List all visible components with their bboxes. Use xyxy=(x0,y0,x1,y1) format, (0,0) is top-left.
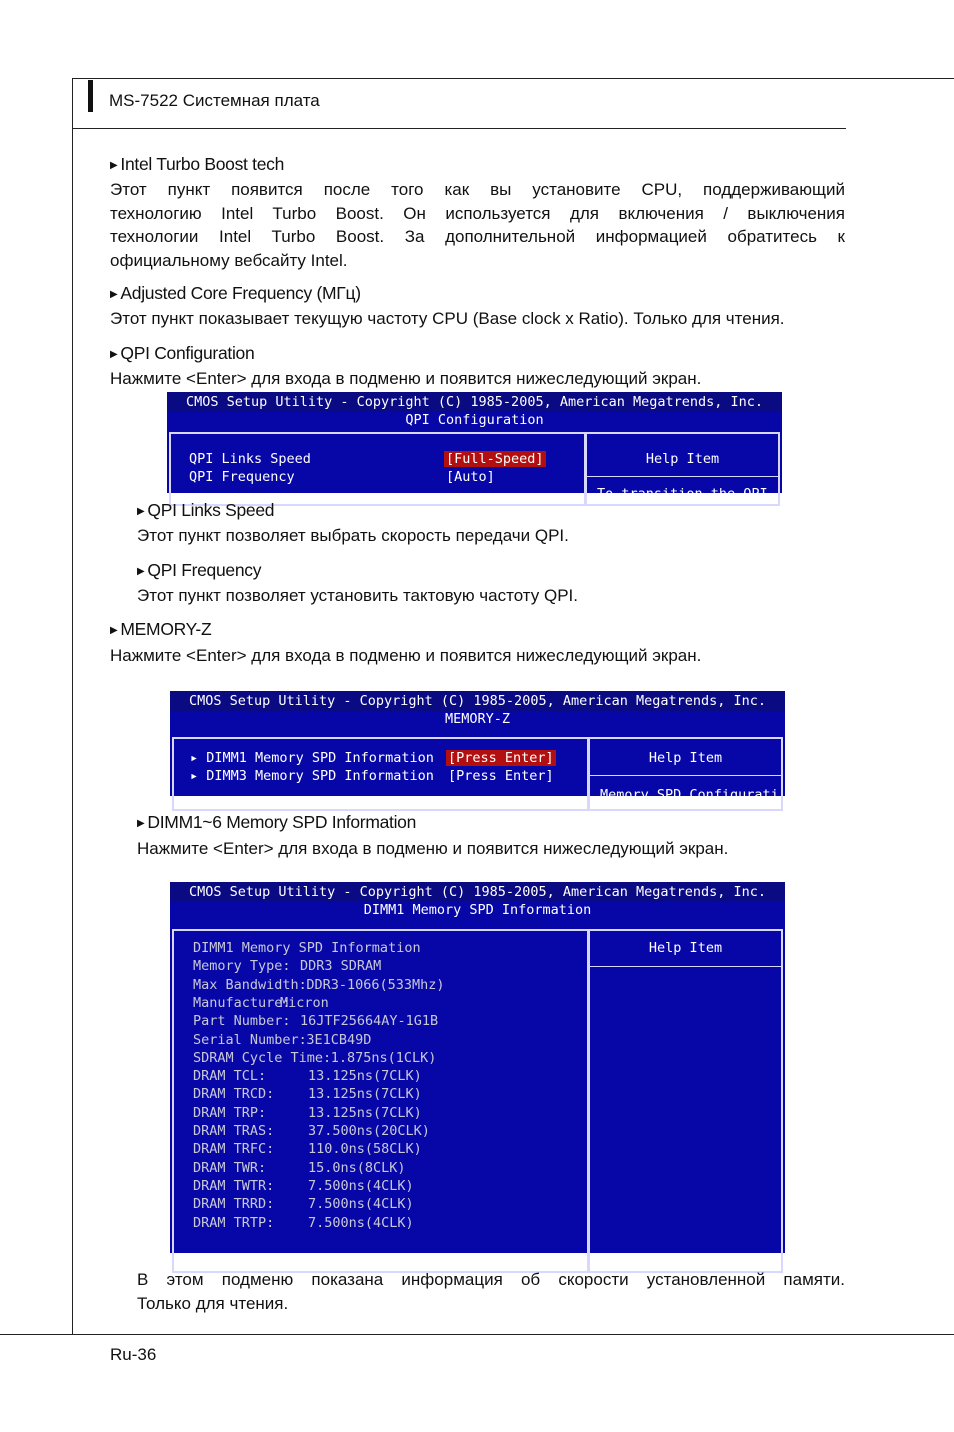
left-margin-line xyxy=(72,78,73,1334)
bios-item-dimm1-spd[interactable] xyxy=(190,750,434,766)
spd-row-value: 1.875ns(1CLK) xyxy=(330,1049,437,1066)
bios-item-value: [Auto] xyxy=(446,469,495,485)
bullet-triangle-icon: ▶ xyxy=(137,566,145,577)
header-rule xyxy=(72,128,846,129)
bios-value-qpi-frequency[interactable] xyxy=(446,469,495,485)
section-heading-qpi: ▶ QPI Configuration xyxy=(110,343,255,363)
page-number: Ru-36 xyxy=(110,1345,157,1364)
qpi-text: Нажмите <Enter> для входа в подменю и появится нижеследующий экран. xyxy=(110,369,702,388)
section-heading-turbo: ▶ Intel Turbo Boost tech xyxy=(110,154,285,174)
bios-help-frame xyxy=(588,929,783,1273)
bios-value-dimm1-spd[interactable] xyxy=(446,750,556,766)
bios-item-value: [Press Enter] xyxy=(448,768,554,784)
bios-copyright: CMOS Setup Utility - Copyright (C) 1985-2005, American Megatrends, Inc. xyxy=(188,693,767,709)
turbo-line-last: официальному вебсайту Intel. xyxy=(110,250,348,270)
bios-subtitle: DIMM1 Memory SPD Information xyxy=(363,902,592,918)
section-heading-adjusted: ▶ Adjusted Core Frequency (МГц) xyxy=(110,283,361,303)
bullet-triangle-icon: ▶ xyxy=(137,818,145,829)
spd-row-value: 13.125ns(7CLK) xyxy=(308,1086,422,1103)
bullet-triangle-icon: ▶ xyxy=(110,289,118,300)
spd-row-label: DRAM TRP: xyxy=(193,1104,267,1121)
closing-line: Только для чтения. xyxy=(137,1293,289,1313)
bios-item-value-selected: [Full-Speed] xyxy=(446,451,544,467)
page-header-title: MS-7522 Системная плата xyxy=(109,91,320,110)
turbo-line: технологию Intel Turbo Boost. Он используется для включения / выключения xyxy=(110,203,845,223)
spd-row-label: Memory Type: xyxy=(193,958,291,975)
bios-title-bar xyxy=(170,882,785,902)
spd-row-label: Manufacture: xyxy=(193,994,291,1011)
section-heading-dimm-spd: ▶ DIMM1~6 Memory SPD Information xyxy=(137,812,417,832)
spd-row-value: 13.125ns(7CLK) xyxy=(308,1104,422,1121)
bios-title-bar xyxy=(167,392,782,412)
bios-copyright: CMOS Setup Utility - Copyright (C) 1985-2005, American Megatrends, Inc. xyxy=(185,394,764,410)
spd-row-value: DDR3 SDRAM xyxy=(300,958,382,975)
bios-screen-memory-z xyxy=(170,691,785,803)
bios-value-qpi-links-speed[interactable] xyxy=(444,451,546,467)
bios-help-divider xyxy=(590,966,781,967)
spd-row-value: 3E1CB49D xyxy=(306,1031,372,1048)
bios-help-divider xyxy=(587,476,778,477)
spd-row-value: 7.500ns(4CLK) xyxy=(308,1214,414,1231)
dimm-spd-text: Нажмите <Enter> для входа в подменю и появится нижеследующий экран. xyxy=(137,839,729,858)
spd-row-value: 15.0ns(8CLK) xyxy=(308,1159,406,1176)
spd-row-label: Serial Number: xyxy=(193,1031,307,1048)
spd-row-label: DIMM1 Memory SPD Information xyxy=(193,940,421,956)
section-heading-qpi-links: ▶ QPI Links Speed xyxy=(137,500,275,520)
bios-subtitle: QPI Configuration xyxy=(405,412,544,428)
bios-help-text: Memory SPD Configurati xyxy=(600,787,779,803)
spd-row-label: DRAM TWR: xyxy=(193,1159,267,1176)
bios-item-value-selected: [Press Enter] xyxy=(448,750,554,766)
memory-z-text: Нажмите <Enter> для входа в подменю и появится нижеследующий экран. xyxy=(110,646,702,665)
bios-help-text: To transition the QPI xyxy=(597,486,768,502)
bios-screen-qpi xyxy=(167,392,782,502)
spd-row-label: Part Number: xyxy=(193,1013,291,1030)
spd-row-label: DRAM TRAS: xyxy=(193,1123,275,1139)
bios-value-dimm3-spd[interactable] xyxy=(448,768,554,784)
bios-item-label: QPI Links Speed xyxy=(189,451,311,467)
top-rule xyxy=(72,78,954,79)
spd-row-label: DRAM TCL: xyxy=(193,1068,267,1085)
section-heading-memory-z: ▶ MEMORY-Z xyxy=(110,619,212,639)
section-heading-qpi-frequency: ▶ QPI Frequency xyxy=(137,560,262,580)
bios-screen-dimm1-spd xyxy=(170,882,785,1253)
bios-help-title: Help Item xyxy=(648,750,723,766)
bios-subtitle: MEMORY-Z xyxy=(444,711,511,727)
bios-copyright: CMOS Setup Utility - Copyright (C) 1985-2005, American Megatrends, Inc. xyxy=(188,884,767,900)
bullet-triangle-icon: ▶ xyxy=(110,160,118,171)
spd-row-value: Micron xyxy=(280,994,329,1011)
bios-item-qpi-links-speed[interactable] xyxy=(189,451,311,467)
bullet-triangle-icon: ▶ xyxy=(110,349,118,360)
turbo-paragraph xyxy=(110,178,845,272)
header-marker xyxy=(88,80,93,112)
closing-line: В этом подменю показана информация об скорости установленной памяти. xyxy=(137,1270,845,1289)
spd-row-value: 7.500ns(4CLK) xyxy=(308,1196,414,1213)
spd-row-label: DRAM TRTP: xyxy=(193,1214,275,1231)
spd-row-value: 110.0ns(58CLK) xyxy=(308,1141,422,1158)
adjusted-text: Этот пункт показывает текущую частоту CPU (Base clock x Ratio). Только для чтения. xyxy=(110,309,785,328)
closing-paragraph xyxy=(137,1268,845,1315)
spd-row-label: Max Bandwidth: xyxy=(193,976,307,993)
bottom-rule xyxy=(0,1334,954,1335)
spd-row-label: SDRAM Cycle Time: xyxy=(193,1049,332,1066)
bios-item-qpi-frequency[interactable] xyxy=(189,469,295,485)
spd-row-label: DRAM TRCD: xyxy=(193,1086,275,1103)
spd-row-value: DDR3-1066(533Mhz) xyxy=(306,976,445,993)
spd-row-label: DRAM TRFC: xyxy=(193,1141,275,1158)
bullet-triangle-icon: ▶ xyxy=(110,625,118,636)
bios-item-label: QPI Frequency xyxy=(189,469,295,485)
turbo-line: технологии Intel Turbo Boost. За дополнительной информацией обратитесь к xyxy=(110,227,845,246)
bios-help-title: Help Item xyxy=(648,940,723,956)
bullet-triangle-icon: ▶ xyxy=(137,506,145,517)
bios-help-divider xyxy=(590,775,781,776)
spd-row-value: 37.500ns(20CLK) xyxy=(308,1123,430,1139)
bios-item-dimm3-spd[interactable] xyxy=(190,768,434,784)
spd-row-value: 13.125ns(7CLK) xyxy=(308,1068,422,1085)
qpi-links-text: Этот пункт позволяет выбрать скорость передачи QPI. xyxy=(137,526,569,545)
bios-item-label: ▸ DIMM3 Memory SPD Information xyxy=(190,768,434,784)
spd-row-label: DRAM TRRD: xyxy=(193,1196,275,1213)
bios-title-bar xyxy=(170,691,785,711)
spd-row-value: 7.500ns(4CLK) xyxy=(308,1177,414,1194)
spd-row-value: 16JTF25664AY-1G1B xyxy=(300,1013,439,1030)
bios-help-title: Help Item xyxy=(645,451,720,467)
spd-row-label: DRAM TWTR: xyxy=(193,1177,275,1194)
bios-item-label: ▸ DIMM1 Memory SPD Information xyxy=(190,750,434,766)
turbo-line: Этот пункт появится после того как вы установите CPU, поддерживающий xyxy=(110,180,845,199)
qpi-frequency-text: Этот пункт позволяет установить тактовую частоту QPI. xyxy=(137,586,578,605)
